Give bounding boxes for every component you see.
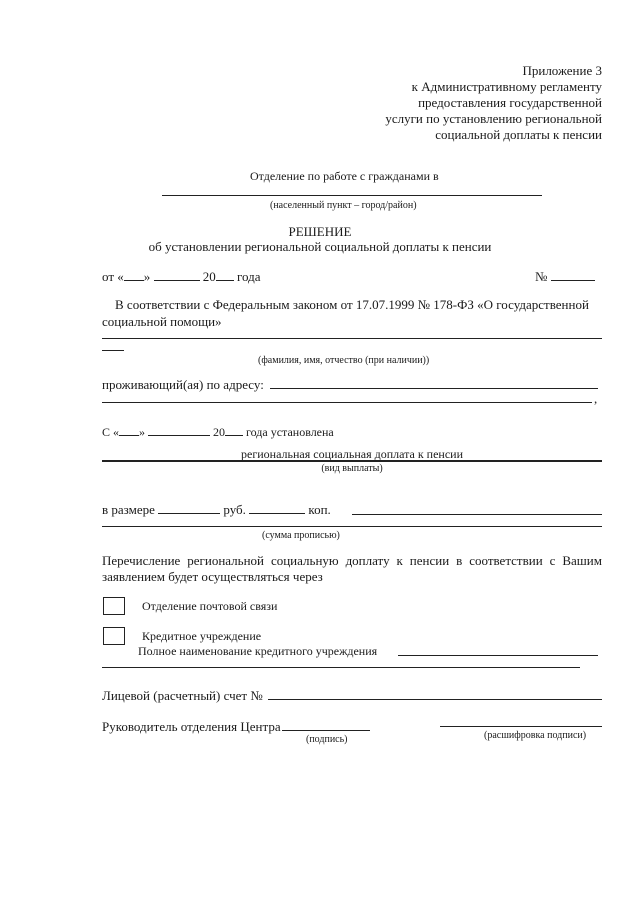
paragraph-line-2: социальной помощи» (102, 314, 222, 329)
address-line-2 (102, 402, 592, 403)
amount-hint: (сумма прописью) (262, 530, 340, 541)
period-text: года установлена (246, 425, 334, 439)
appendix-line-4: услуги по установлению региональной (385, 111, 602, 126)
decision-subtitle: об установлении региональной социальной доплаты к пенсии (148, 239, 492, 254)
post-office-checkbox[interactable] (103, 597, 125, 615)
appendix-line-2: к Административному регламенту (411, 79, 602, 94)
payment-type-line (102, 460, 602, 462)
date-line (102, 270, 261, 283)
decode-hint: (расшифровка подписи) (484, 730, 587, 741)
address-line-1 (270, 388, 598, 389)
account-line (268, 699, 602, 700)
year-blank (216, 270, 234, 281)
fio-hint: (фамилия, имя, отчество (при наличии)) (258, 355, 430, 366)
date-from-label: от « (102, 269, 124, 284)
amount-label: в размере (102, 502, 155, 517)
period-quote-close: » (139, 425, 146, 439)
transfer-line-1: Перечисление региональной социальную доплату к пенсии в соответствии с Вашим (102, 553, 602, 568)
settlement-hint: (населенный пункт – город/район) (270, 200, 417, 211)
signature-hint: (подпись) (306, 734, 348, 745)
day-blank (124, 270, 144, 281)
period-year-prefix: 20 (213, 425, 226, 439)
payment-type-hint: (вид выплаты) (321, 463, 383, 474)
rub-label: руб. (223, 502, 246, 517)
fio-line-1 (102, 338, 602, 339)
credit-fullname-label: Полное наименование кредитного учреждения (138, 644, 378, 658)
address-label: проживающий(ая) по адресу: (102, 377, 264, 392)
decision-number (535, 270, 595, 283)
transfer-line-2: заявлением будет осуществляться через (102, 569, 323, 584)
address-comma: , (594, 391, 598, 406)
department-label: Отделение по работе с гражданами в (250, 169, 439, 183)
credit-name-line-1 (398, 655, 598, 656)
credit-name-line-2 (102, 667, 580, 668)
period-day-blank (119, 425, 139, 436)
month-blank (154, 270, 200, 281)
number-label: № (535, 269, 548, 284)
year-suffix: года (237, 269, 261, 284)
kop-blank (249, 503, 305, 514)
credit-institution-label: Кредитное учреждение (142, 629, 262, 643)
settlement-line (162, 195, 542, 196)
year-prefix: 20 (202, 269, 216, 284)
post-office-label: Отделение почтовой связи (142, 599, 278, 613)
credit-institution-checkbox[interactable] (103, 627, 125, 645)
amount-words-line-2 (102, 526, 602, 527)
fio-line-2 (102, 350, 124, 351)
decode-line (440, 726, 602, 727)
period-year-blank (225, 425, 243, 436)
head-label: Руководитель отделения Центра (102, 719, 281, 734)
signature-line (282, 730, 370, 731)
rub-blank (158, 503, 220, 514)
number-blank (551, 270, 595, 281)
date-quote-close: » (143, 269, 151, 284)
paragraph-line-1: В соответствии с Федеральным законом от 17.07.1999 № 178-ФЗ «О государственной (115, 297, 589, 312)
amount-words-line-1 (352, 514, 602, 515)
amount-line (102, 503, 331, 516)
period-line (102, 425, 334, 438)
period-month-blank (148, 425, 210, 436)
account-label: Лицевой (расчетный) счет № (102, 688, 263, 703)
period-prefix: С « (102, 425, 120, 439)
appendix-line-3: предоставления государственной (418, 95, 602, 110)
appendix-line-1: Приложение 3 (522, 63, 602, 78)
payment-type: региональная социальная доплата к пенсии (241, 447, 463, 461)
kop-label: коп. (308, 502, 331, 517)
appendix-line-5: социальной доплаты к пенсии (435, 127, 602, 142)
decision-title: РЕШЕНИЕ (288, 224, 352, 239)
